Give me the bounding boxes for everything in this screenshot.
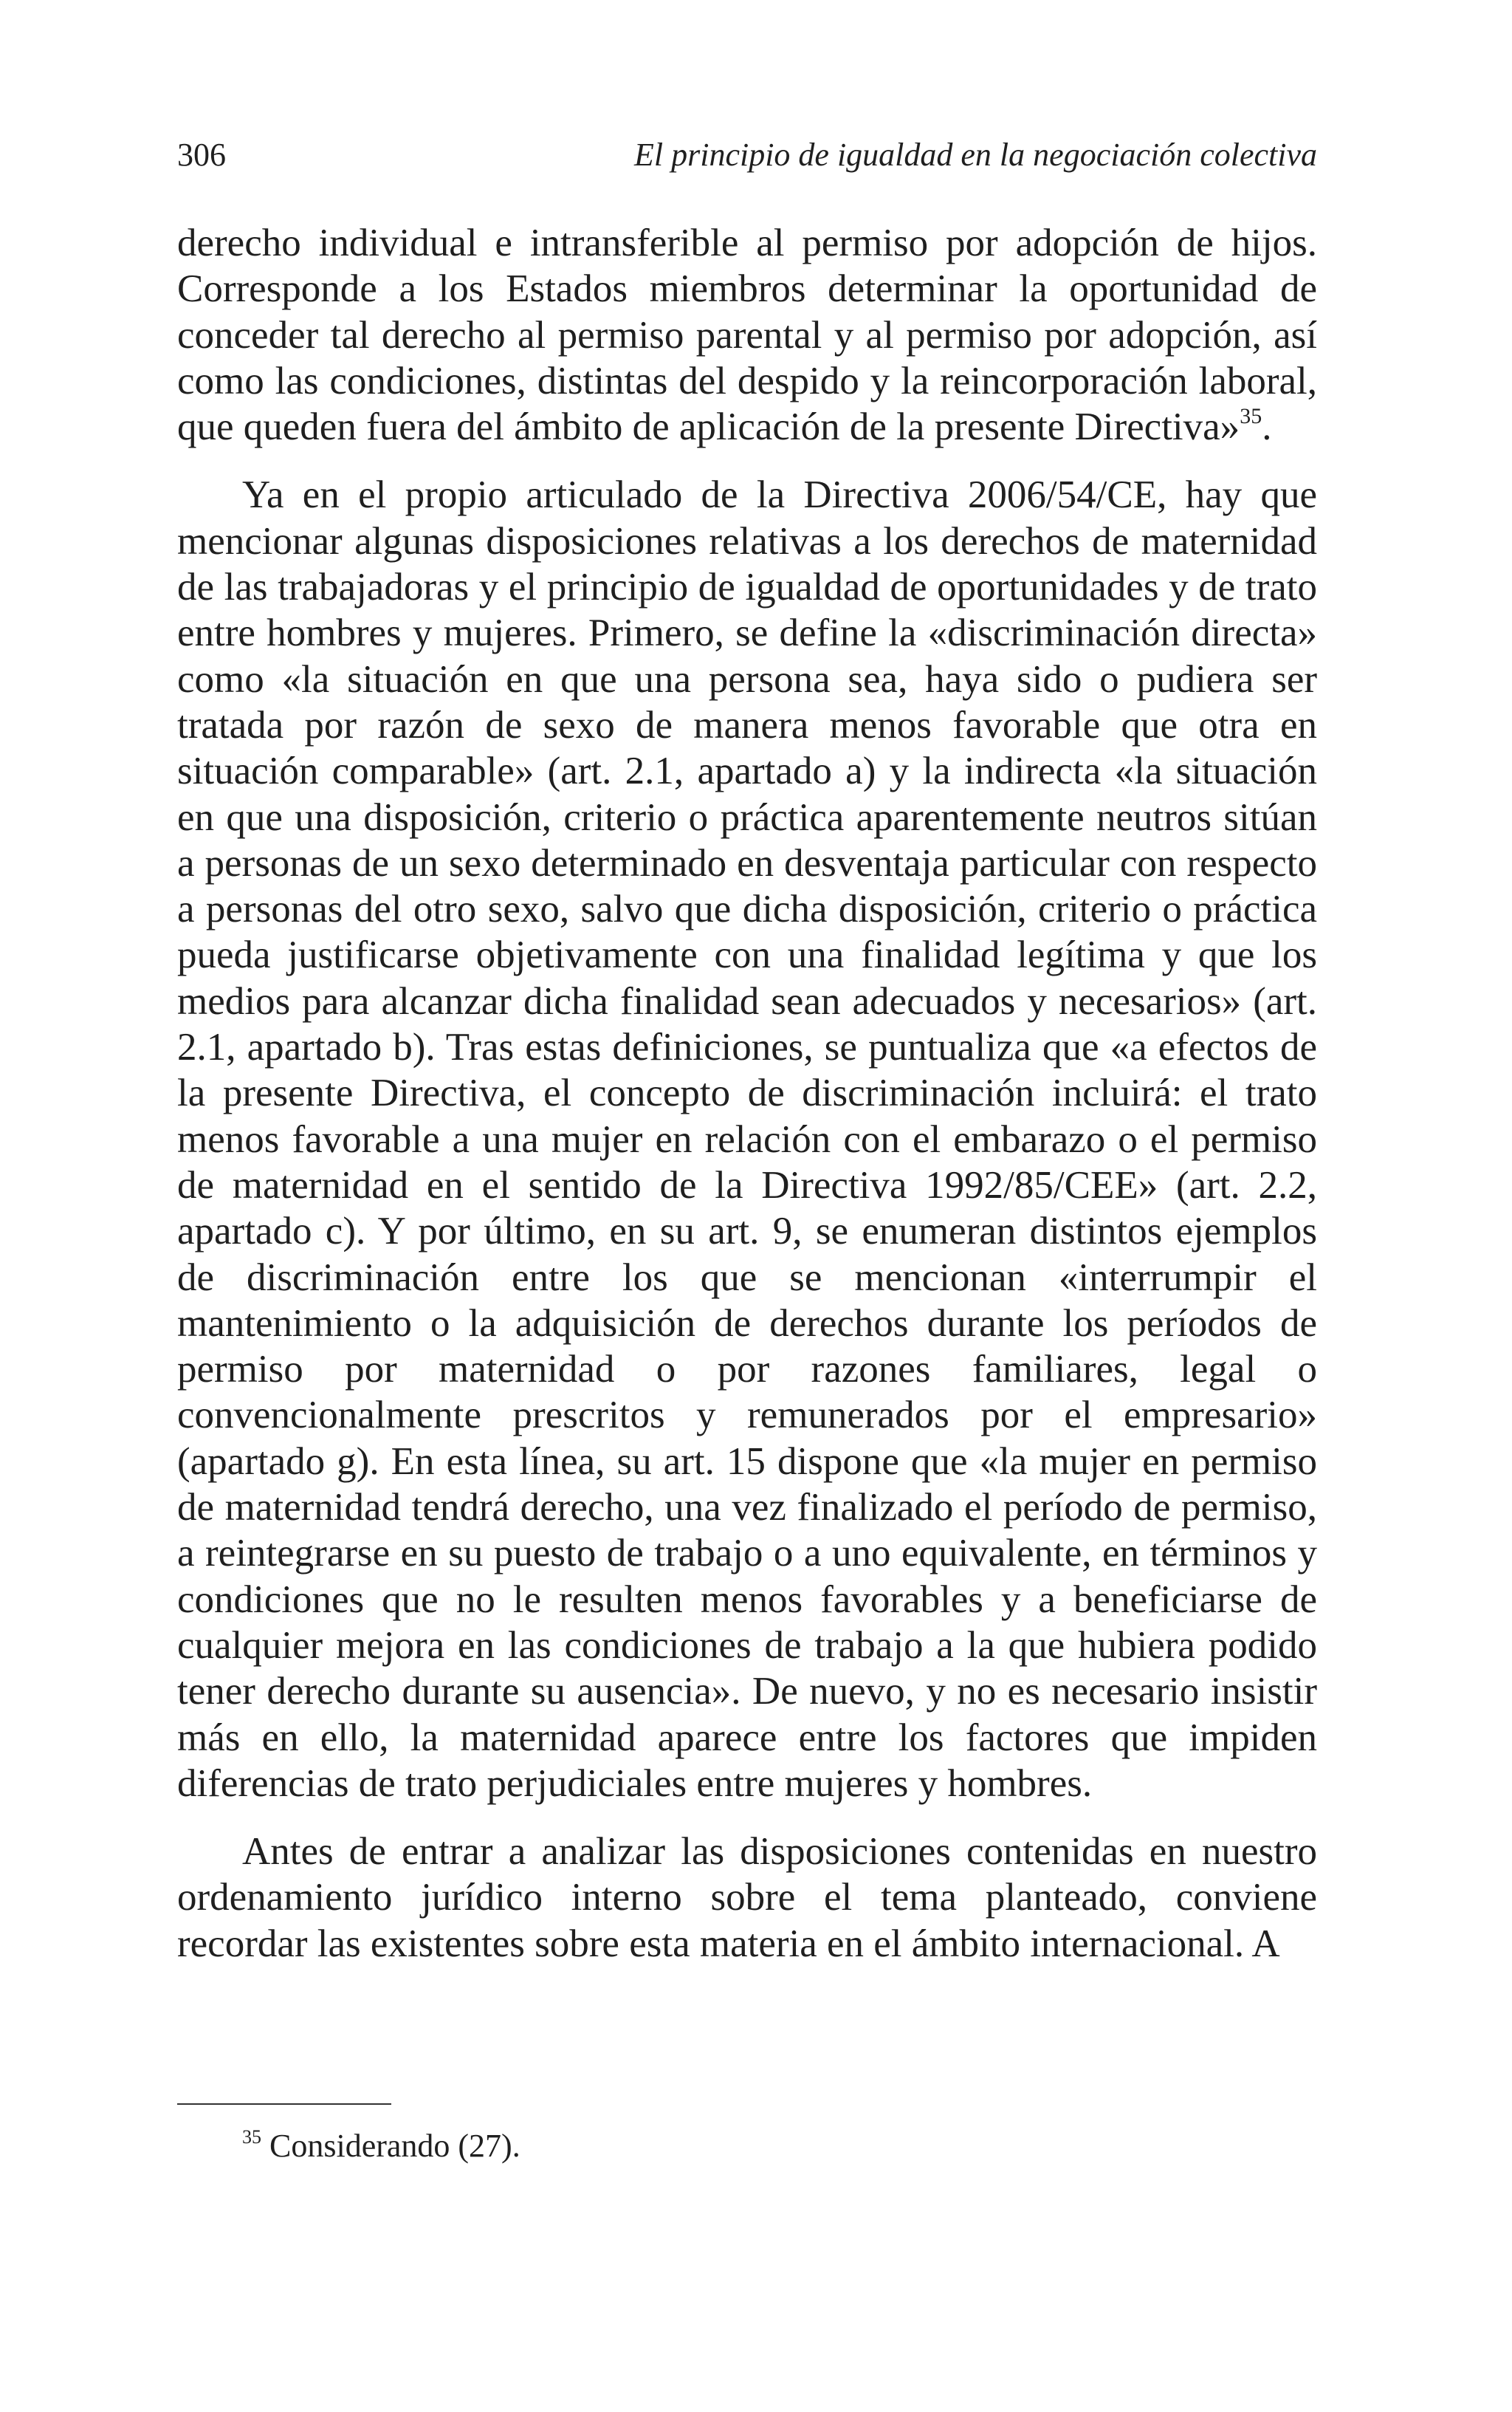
footnote xyxy=(242,2126,520,2164)
running-title: El principio de igualdad en la negociación colectiva xyxy=(634,137,1317,173)
footnote-reference[interactable]: 35 xyxy=(1240,404,1262,429)
paragraph-continued xyxy=(177,220,1317,450)
paragraph: Ya en el propio articulado de la Directiva 2006/54/CE, hay que mencionar algunas disposiciones relativas a los derechos de maternidad de las trabajadoras y el principio de igualdad de oportunidades y de trato entre hombres y mujeres. Primero, se define la «discriminación directa» como «la situación en que una persona sea, haya sido o pudiera ser tratada por razón de sexo de manera menos favorable que otra en situación comparable» (art. 2.1, apartado a) y la indirecta «la situación en que una disposición, criterio o práctica aparentemente neutros sitúan a personas de un sexo determinado en desventaja particular con respecto a personas del otro sexo, salvo que dicha disposición, criterio o práctica pueda justificarse objetivamente con una finalidad legítima y que los medios para alcanzar dicha finalidad sean adecuados y necesarios» (art. 2.1, apartado b). Tras estas definiciones, se puntualiza que «a efectos de la presente Directiva, el concepto de discriminación incluirá: el trato menos favorable a una mujer en relación con el embarazo o el permiso de maternidad en el sentido de la Directiva 1992/85/CEE» (art. 2.2, apartado c). Y por último, en su art. 9, se enumeran distintos ejemplos de discriminación entre los que se mencionan «interrumpir el mantenimiento o la adquisición de derechos durante los períodos de permiso por maternidad o por razones familiares, legal o convencionalmente prescritos y remunerados por el empresario» (apartado g). En esta línea, su art. 15 dispone que «la mujer en permiso de maternidad tendrá derecho, una vez finalizado el período de permiso, a reintegrarse en su puesto de trabajo o a uno equivalente, en términos y condiciones que no le resulten menos favorables y a beneficiarse de cualquier mejora en las condiciones de trabajo a la que hubiera podido tener derecho durante su ausencia». De nuevo, y no es necesario insistir más en ello, la maternidad aparece entre los factores que impiden diferencias de trato perjudiciales entre mujeres y hombres. xyxy=(177,473,1317,1805)
paragraph-tail: . xyxy=(1262,405,1272,449)
running-header xyxy=(177,139,1317,171)
footnote-number: 35 xyxy=(242,2126,261,2148)
body-text xyxy=(177,220,1317,1967)
footnote-text: Considerando (27). xyxy=(269,2128,520,2164)
paragraph-text: derecho individual e intransferible al permiso por adopción de hijos. Corresponde a los Estados miembros determinar la oportunidad de conceder tal derecho al permiso parental y al permiso por adopción, así como las condiciones, distintas del despido y la reincorporación laboral, que queden fuera del ámbito de aplicación de la presente Directiva» xyxy=(177,222,1317,449)
page-number: 306 xyxy=(177,137,226,173)
paragraph: Antes de entrar a analizar las disposiciones contenidas en nuestro ordenamiento jurídico interno sobre el tema planteado, conviene recordar las existentes sobre esta materia en el ámbito internacional. A xyxy=(177,1830,1317,1965)
footnote-separator xyxy=(177,2103,391,2105)
